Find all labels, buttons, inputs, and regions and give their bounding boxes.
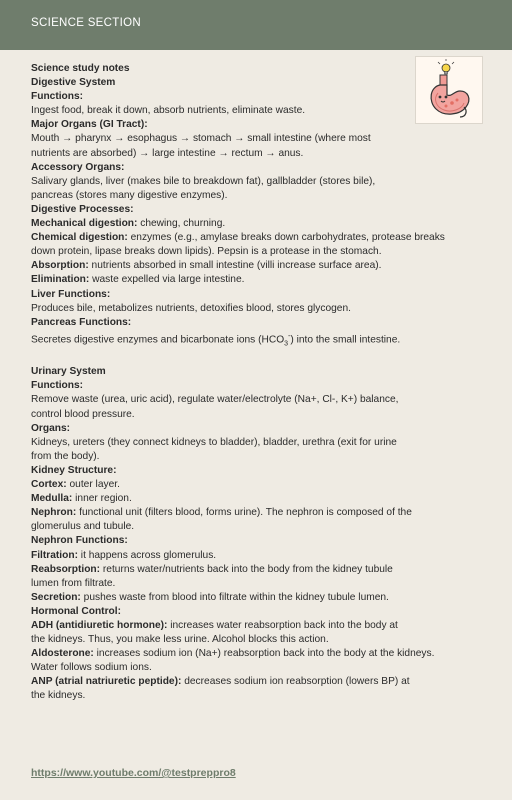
definition: nutrients absorbed in small intestine (villi increase surface area). xyxy=(88,260,382,272)
term: Absorption: xyxy=(31,260,89,272)
anp-cont: the kidneys. xyxy=(31,690,86,702)
subscript: 3 xyxy=(284,340,289,348)
section-gap xyxy=(31,351,481,365)
chemical-digestion-cont: down protein, lipase breaks down lipids). Pepsin is a protease in the stomach. xyxy=(31,246,382,258)
definition: enzymes (e.g., amylase breaks down carbohydrates, protease breaks xyxy=(127,232,445,244)
chemical-digestion xyxy=(31,231,481,245)
urinary-organs-line: Kidneys, ureters (they connect kidneys to bladder), bladder, urethra (exit for urine xyxy=(31,436,397,448)
definition: chewing, churning. xyxy=(137,218,226,230)
superscript: - xyxy=(288,332,291,340)
text: Secretes digestive enzymes and bicarbonate ions (HCO xyxy=(31,334,285,346)
term: Cortex: xyxy=(31,479,67,491)
liver-functions-heading: Liver Functions: xyxy=(31,288,111,300)
reabsorption xyxy=(31,563,481,577)
urinary-functions-line: control blood pressure. xyxy=(31,408,135,420)
medulla xyxy=(31,492,481,506)
term: Chemical digestion: xyxy=(31,232,128,244)
term: Aldosterone: xyxy=(31,648,94,660)
cortex xyxy=(31,478,481,492)
digestive-functions-heading: Functions: xyxy=(31,91,84,103)
term: ANP (atrial natriuretic peptide): xyxy=(31,676,182,688)
term: Nephron: xyxy=(31,507,77,519)
section-title: SCIENCE SECTION xyxy=(31,17,141,29)
digestive-heading: Digestive System xyxy=(31,77,116,89)
adh xyxy=(31,619,481,633)
term: Mechanical digestion: xyxy=(31,218,138,230)
adh-cont: the kidneys. Thus, you make less urine. Alcohol blocks this action. xyxy=(31,634,329,646)
digestive-organs-heading: Major Organs (GI Tract): xyxy=(31,119,148,131)
term: Elimination: xyxy=(31,274,90,286)
text: ) into the small intestine. xyxy=(290,334,401,346)
digestive-organs-line: nutrients are absorbed) → large intestine → rectum → anus. xyxy=(31,147,304,159)
secretion xyxy=(31,591,481,605)
pancreas-functions-text xyxy=(31,330,481,352)
definition: it happens across glomerulus. xyxy=(77,549,217,561)
accessory-organs-line: pancreas (stores many digestive enzymes). xyxy=(31,189,228,201)
digestive-functions-text: Ingest food, break it down, absorb nutrients, eliminate waste. xyxy=(31,105,306,117)
urinary-organs-heading: Organs: xyxy=(31,422,71,434)
definition: decreases sodium ion reabsorption (lowers BP) at xyxy=(181,676,410,688)
term: Medulla: xyxy=(31,493,73,505)
hormonal-control-heading: Hormonal Control: xyxy=(31,605,121,617)
term: Filtration: xyxy=(31,549,78,561)
kidney-structure-heading: Kidney Structure: xyxy=(31,464,117,476)
definition: pushes waste from blood into filtrate within the kidney tubule lumen. xyxy=(80,591,389,603)
pancreas-functions-heading: Pancreas Functions: xyxy=(31,316,132,328)
elimination xyxy=(31,273,481,287)
reabsorption-cont: lumen from filtrate. xyxy=(31,577,116,589)
definition: returns water/nutrients back into the body from the kidney tubule xyxy=(100,563,393,575)
term: ADH (antidiuretic hormone): xyxy=(31,619,168,631)
accessory-organs-line: Salivary glands, liver (makes bile to breakdown fat), gallbladder (stores bile), xyxy=(31,175,376,187)
liver-functions-text: Produces bile, metabolizes nutrients, detoxifies blood, stores glycogen. xyxy=(31,302,351,314)
filtration xyxy=(31,549,481,563)
definition: inner region. xyxy=(72,493,132,505)
definition: functional unit (filters blood, forms urine). The nephron is composed of the xyxy=(76,507,412,519)
term: Reabsorption: xyxy=(31,563,101,575)
term: Secretion: xyxy=(31,591,81,603)
youtube-channel-link[interactable]: https://www.youtube.com/@testpreppro8 xyxy=(31,767,236,779)
urinary-heading: Urinary System xyxy=(31,366,106,378)
aldosterone-cont: Water follows sodium ions. xyxy=(31,662,152,674)
urinary-functions-heading: Functions: xyxy=(31,380,84,392)
nephron-functions-heading: Nephron Functions: xyxy=(31,535,128,547)
nephron-cont: glomerulus and tubule. xyxy=(31,521,135,533)
mechanical-digestion xyxy=(31,217,481,231)
study-notes xyxy=(31,62,481,704)
definition: increases water reabsorption back into the body at xyxy=(167,619,398,631)
nephron xyxy=(31,506,481,520)
urinary-organs-line: from the body). xyxy=(31,450,100,462)
aldosterone xyxy=(31,647,481,661)
notes-title: Science study notes xyxy=(31,63,130,74)
absorption xyxy=(31,259,481,273)
definition: outer layer. xyxy=(66,479,120,491)
urinary-functions-line: Remove waste (urea, uric acid), regulate water/electrolyte (Na+, Cl-, K+) balance, xyxy=(31,394,399,406)
definition: increases sodium ion (Na+) reabsorption back into the body at the kidneys. xyxy=(93,648,435,660)
accessory-organs-heading: Accessory Organs: xyxy=(31,161,125,173)
section-header xyxy=(0,0,512,50)
digestive-processes-heading: Digestive Processes: xyxy=(31,203,134,215)
digestive-organs-line: Mouth → pharynx → esophagus → stomach → small intestine (where most xyxy=(31,133,371,145)
definition: waste expelled via large intestine. xyxy=(89,274,245,286)
anp xyxy=(31,675,481,689)
